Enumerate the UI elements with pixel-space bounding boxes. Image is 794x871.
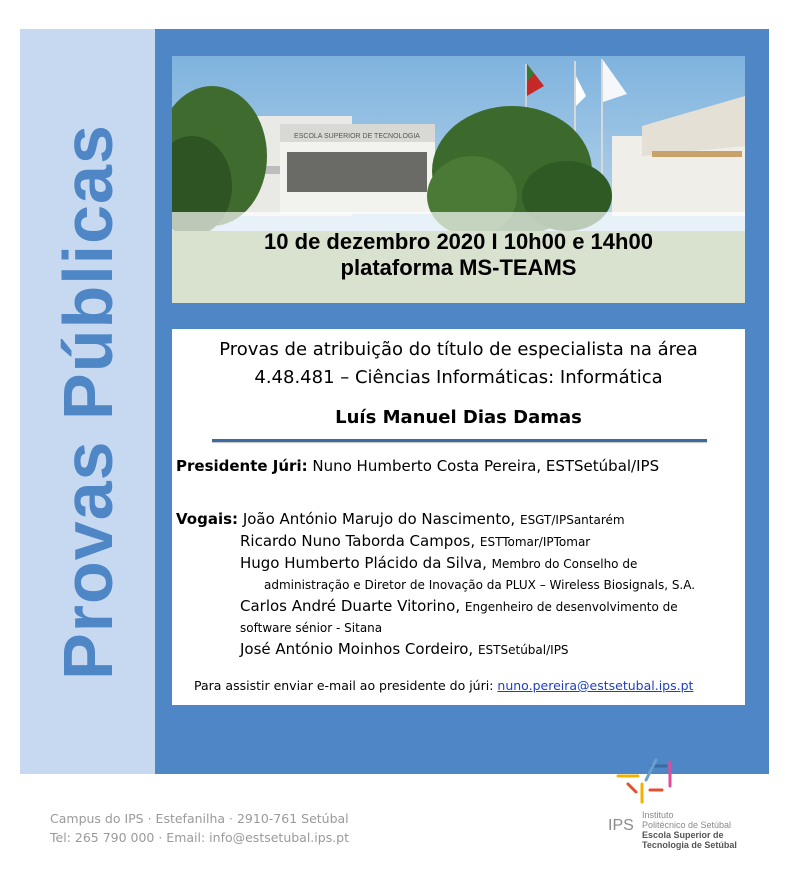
vogal-affiliation-cont: software sénior - Sitana [240, 621, 383, 635]
president-email-link[interactable]: nuno.pereira@estsetubal.ips.pt [497, 678, 694, 693]
vogal-affiliation-cont: administração e Diretor de Inovação da PLUX – Wireless Biosignals, S.A. [264, 578, 696, 592]
vogais [176, 509, 746, 661]
vogal-affiliation: ESTSetúbal/IPS [477, 643, 569, 657]
logo-school [642, 830, 737, 850]
details-panel [172, 329, 745, 705]
logo-school-line-2: Tecnologia de Setúbal [642, 840, 737, 850]
subject-line-1: Provas de atribuição do título de especialista na área [219, 339, 698, 360]
date-banner [172, 212, 745, 303]
divider-rule [212, 439, 707, 442]
subject [172, 336, 745, 392]
logo-institute [642, 810, 731, 830]
vogal-name: José António Moinhos Cordeiro, [240, 640, 474, 658]
vogal-row [176, 509, 746, 531]
vogal-affiliation: ESTTomar/IPTomar [479, 535, 591, 549]
president-label: Presidente Júri: [176, 457, 308, 475]
president [176, 457, 659, 475]
president-name: Nuno Humberto Costa Pereira, ESTSetúbal/IPS [312, 457, 660, 475]
vogal-name: Ricardo Nuno Taborda Campos, [240, 532, 476, 550]
sidebar-title-text: Provas Públicas [48, 123, 127, 680]
vogal-affiliation: ESGT/IPSantarém [519, 513, 625, 527]
event-platform: plataforma MS-TEAMS [340, 255, 577, 280]
vogais-label: Vogais: [176, 510, 239, 528]
footer-address: Campus do IPS · Estefanilha · 2910-761 Setúbal [50, 811, 349, 826]
vogal-name: João António Marujo do Nascimento, [242, 510, 516, 528]
vogal-row [176, 553, 746, 575]
vogal-name: Hugo Humberto Plácido da Silva, [240, 554, 487, 572]
subject-line-2: 4.48.481 – Ciências Informáticas: Informática [254, 367, 663, 388]
logo-acronym: IPS [608, 817, 634, 834]
attend-instructions [194, 678, 693, 693]
event-date: 10 de dezembro 2020 I 10h00 e 14h00 [264, 229, 653, 254]
logo-institute-line-2: Politécnico de Setúbal [642, 820, 732, 830]
building-sign: ESCOLA SUPERIOR DE TECNOLOGIA [294, 133, 420, 140]
logo-school-line-1: Escola Superior de [642, 830, 724, 840]
candidate-name: Luís Manuel Dias Damas [335, 407, 582, 428]
footer-phone-email: Tel: 265 790 000 · Email: info@estsetubal.ips.pt [50, 830, 350, 845]
attend-text: Para assistir enviar e-mail ao presidente do júri: [194, 678, 494, 693]
vogal-row [176, 596, 746, 618]
vogal-affiliation: Engenheiro de desenvolvimento de [464, 600, 678, 614]
vogal-row [176, 639, 746, 661]
vogal-row [176, 531, 746, 553]
vogal-affiliation: Membro do Conselho de [491, 557, 638, 571]
footer-contacts [50, 809, 349, 847]
logo-institute-line-1: Instituto [642, 810, 674, 820]
vertical-title [20, 29, 155, 774]
vogal-name: Carlos André Duarte Vitorino, [240, 597, 461, 615]
